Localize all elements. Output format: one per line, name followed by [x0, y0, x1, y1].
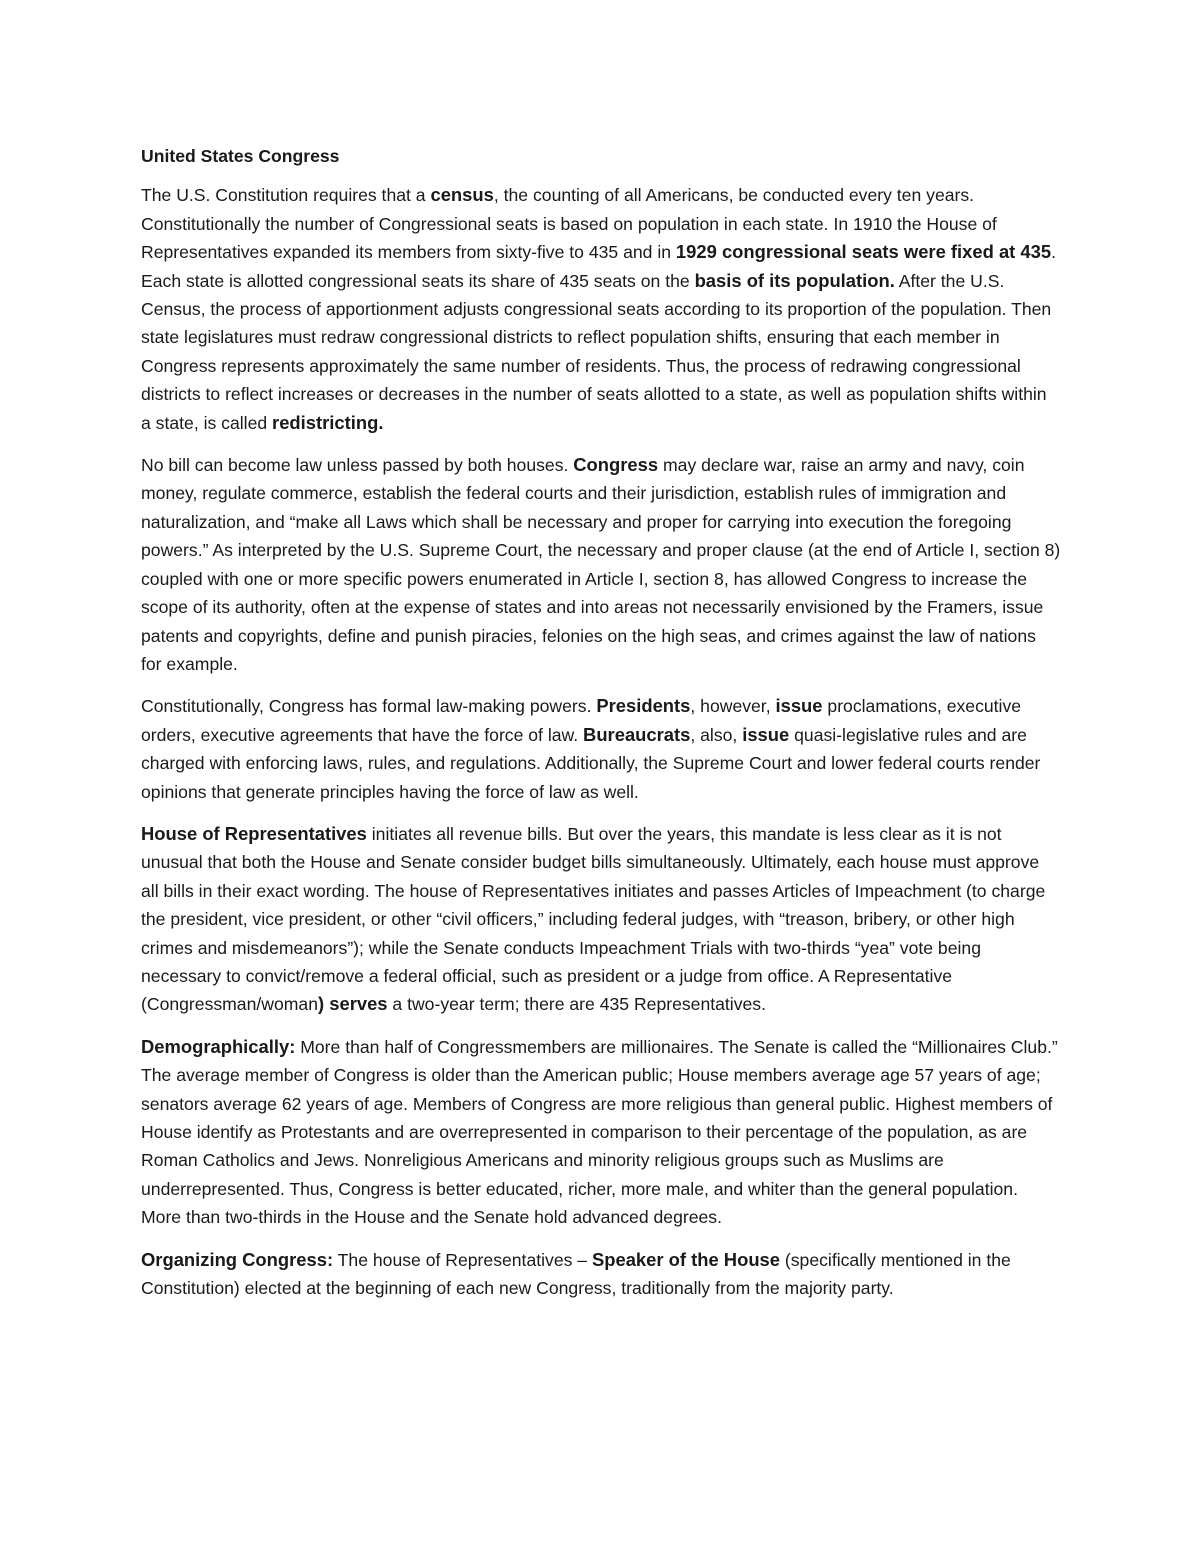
bold-term: Presidents	[596, 695, 691, 717]
text-run: . Each state is allotted congressional seats its share of 435 seats on the	[141, 242, 1056, 291]
paragraph-demographics	[141, 1033, 1061, 1232]
paragraph-organizing	[141, 1246, 1061, 1303]
text-run: After the U.S. Census, the process of apportionment adjusts congressional seats according to its proportion of the population. Then state legislatures must redraw congressional districts to reflect population shifts, ensuring that each member in Congress represents approximately the same number of residents. Thus, the process of redrawing congressional districts to reflect increases or decreases in the number of seats allotted to a state, as well as population shifts within a state, is called	[141, 270, 1052, 433]
bold-term: Organizing Congress:	[141, 1248, 334, 1270]
bold-term: Speaker of the House	[591, 1248, 781, 1270]
bold-term: Congress	[573, 454, 659, 476]
paragraph-powers	[141, 451, 1061, 678]
text-run: proclamations, executive orders, executive agreements that have the force of law.	[141, 696, 1022, 745]
text-run: , the counting of all Americans, be conducted every ten years. Constitutionally the number of Congressional seats is based on population in each state. In 1910 the House of Representatives expanded its members from sixty-five to 435 and in	[141, 185, 997, 263]
bold-term: ) serves	[318, 993, 388, 1015]
text-run: , also,	[690, 724, 743, 745]
document-body	[141, 142, 1061, 1316]
text-run: quasi-legislative rules and are charged with enforcing laws, rules, and regulations. Additionally, the Supreme Court and lower federal courts render opinions that generate principles having the force of law as well.	[141, 724, 1041, 802]
text-run: a two-year term; there are 435 Representatives.	[387, 994, 766, 1015]
bold-term: Bureaucrats	[583, 723, 691, 745]
text-run: No bill can become law unless passed by both houses.	[141, 455, 574, 476]
bold-term: issue	[775, 695, 823, 717]
text-run: The house of Representatives –	[333, 1249, 592, 1270]
text-run: The U.S. Constitution requires that a	[141, 185, 431, 206]
text-run: Constitutionally, Congress has formal law-making powers.	[141, 696, 597, 717]
text-run: initiates all revenue bills. But over the years, this mandate is less clear as it is not unusual that both the House and Senate consider budget bills simultaneously. Ultimately, each house must approve all bills in their exact wording. The house of Representatives initiates and passes Articles of Impeachment (to charge the president, vice president, or other “civil officers,” including federal judges, with “treason, bribery, or other high crimes and misdemeanors”); while the Senate conducts Impeachment Trials with two-thirds “yea” vote being necessary to convict/remove a federal official, such as president or a judge from office. A Representative (Congressman/woman	[141, 823, 1046, 1015]
bold-term: House of Representatives	[141, 822, 367, 844]
text-run: More than half of Congressmembers are millionaires. The Senate is called the “Millionaires Club.” The average member of Congress is older than the American public; House members average age 57 years of age; senators average 62 years of age. Members of Congress are more religious than general public. Highest members of House identify as Protestants and are overrepresented in comparison to their percentage of the population, as are Roman Catholics and Jews. Nonreligious Americans and minority religious groups such as Muslims are underrepresented. Thus, Congress is better educated, richer, more male, and whiter than the general population. More than two-thirds in the House and the Senate hold advanced degrees.	[141, 1036, 1058, 1228]
bold-term: census	[430, 184, 494, 206]
bold-term: redistricting.	[272, 411, 384, 433]
bold-term: basis of its population.	[694, 269, 895, 291]
text-run: may declare war, raise an army and navy, coin money, regulate commerce, establish the federal courts and their jurisdiction, establish rules of immigration and naturalization, and “make all Laws which shall be necessary and proper for carrying into execution the foregoing powers.” As interpreted by the U.S. Supreme Court, the necessary and proper clause (at the end of Article I, section 8) coupled with one or more specific powers enumerated in Article I, section 8, has allowed Congress to increase the scope of its authority, often at the expense of states and into areas not necessarily envisioned by the Framers, issue patents and copyrights, define and punish piracies, felonies on the high seas, and crimes against the law of nations for example.	[141, 455, 1061, 674]
text-run: (specifically mentioned in the Constitution) elected at the beginning of each new Congress, traditionally from the majority party.	[141, 1249, 1011, 1299]
bold-term: Demographically:	[141, 1035, 296, 1057]
document-title: United States Congress	[141, 146, 340, 166]
bold-term: 1929 congressional seats were fixed at 435	[675, 241, 1052, 263]
paragraph-census	[141, 181, 1061, 437]
bold-term: issue	[742, 723, 790, 745]
paragraph-lawmaking	[141, 692, 1061, 806]
paragraph-house	[141, 820, 1061, 1019]
text-run: , however,	[690, 696, 776, 717]
